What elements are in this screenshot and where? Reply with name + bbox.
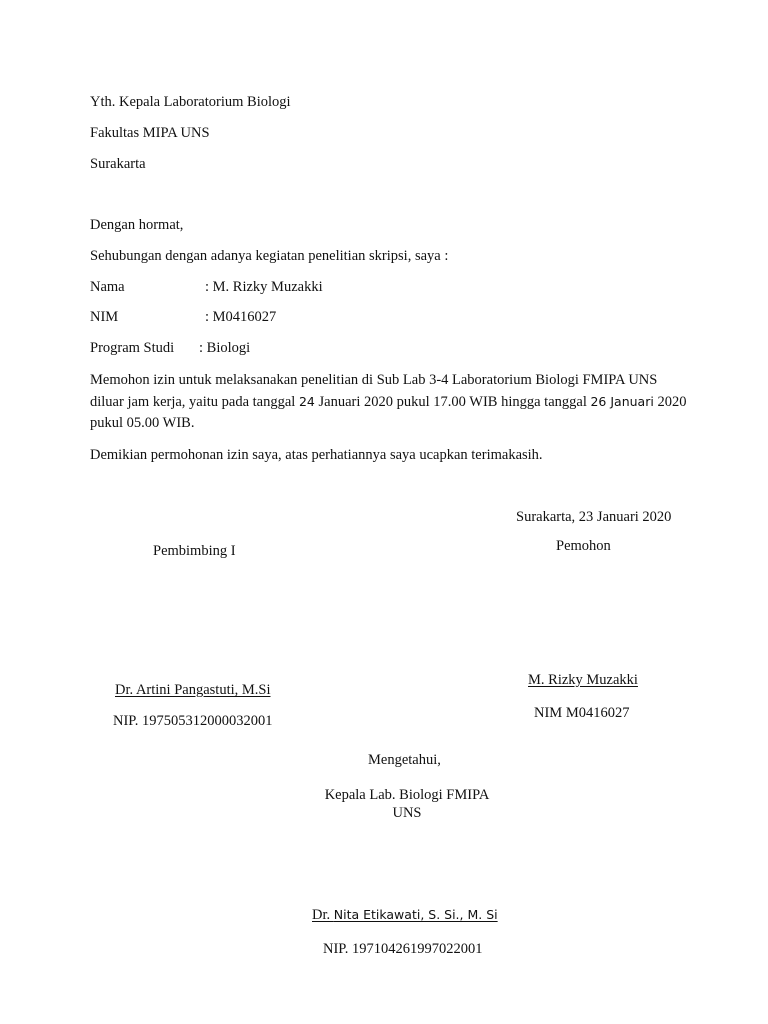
name-label: Nama: [90, 279, 125, 295]
request-date-start: 24: [298, 394, 315, 409]
head-of-lab-name-main: Nita Etikawati, S. Si., M. Si: [333, 907, 498, 922]
acknowledgement-role-line-2: UNS: [392, 805, 422, 821]
request-date-end: 26 Januari: [590, 394, 654, 409]
applicant-nim: NIM M0416027: [534, 705, 630, 721]
program-label: Program Studi: [90, 340, 175, 356]
head-of-lab-name-prefix: Dr.: [312, 907, 334, 923]
acknowledgement-role-line-1: Kepala Lab. Biologi FMIPA: [324, 787, 490, 803]
request-text-1: Memohon izin untuk melaksanakan penelitian di Sub Lab 3-4 Laboratorium Biologi FMIPA UNS diluar jam kerja, yaitu pada tanggal: [90, 372, 658, 410]
recipient-line-1: Yth. Kepala Laboratorium Biologi: [90, 94, 291, 110]
request-paragraph: [90, 370, 690, 434]
program-value: : Biologi: [199, 340, 251, 356]
place-date: Surakarta, 23 Januari 2020: [516, 509, 672, 525]
request-text-2: Januari 2020 pukul 17.00 WIB hingga tanggal: [314, 394, 591, 410]
head-of-lab-name: [312, 906, 498, 924]
name-value: : M. Rizky Muzakki: [205, 279, 323, 295]
supervisor-nip: NIP. 197505312000032001: [113, 713, 273, 729]
intro-text: Sehubungan dengan adanya kegiatan penelitian skripsi, saya :: [90, 248, 449, 264]
recipient-line-2: Fakultas MIPA UNS: [90, 125, 210, 141]
acknowledgement-label: Mengetahui,: [368, 752, 441, 768]
greeting: Dengan hormat,: [90, 217, 184, 233]
head-of-lab-nip: NIP. 197104261997022001: [323, 941, 483, 957]
nim-label: NIM: [90, 309, 119, 325]
applicant-title: Pemohon: [556, 538, 611, 554]
recipient-line-3: Surakarta: [90, 156, 146, 172]
supervisor-name: Dr. Artini Pangastuti, M.Si: [115, 682, 271, 698]
request-text-3: 2020 pukul 05.00 WIB.: [90, 394, 687, 431]
supervisor-title: Pembimbing I: [153, 543, 236, 559]
nim-value: : M0416027: [205, 309, 277, 325]
closing-text: Demikian permohonan izin saya, atas perhatiannya saya ucapkan terimakasih.: [90, 447, 543, 463]
applicant-name: M. Rizky Muzakki: [528, 672, 638, 688]
